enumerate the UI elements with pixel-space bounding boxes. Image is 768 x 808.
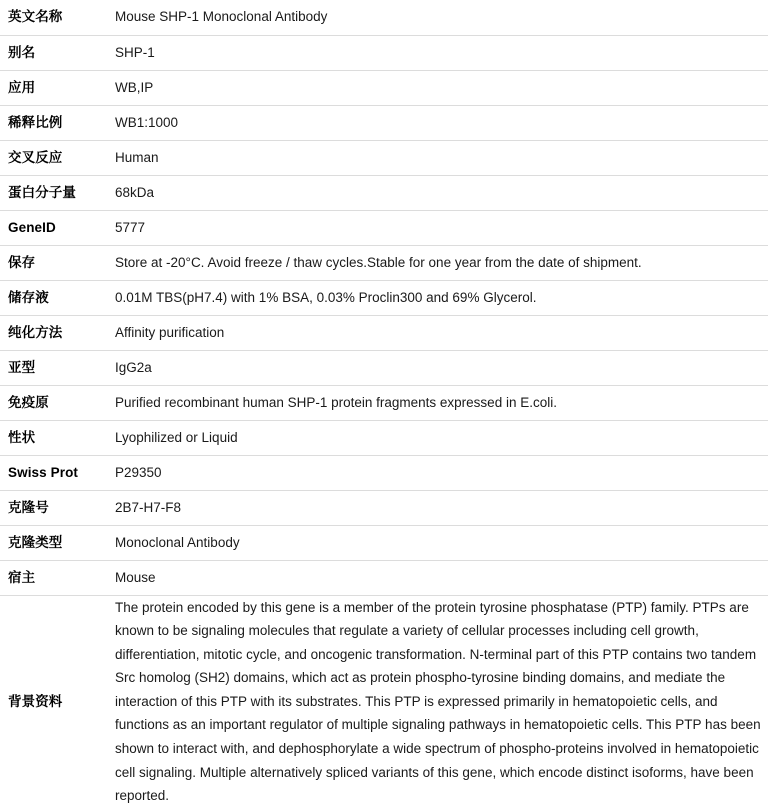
row-label-molecular-weight: 蛋白分子量	[8, 184, 76, 200]
row-value-cross-reactivity: Human	[115, 149, 159, 165]
row-value-clone-type-cell	[115, 525, 768, 560]
row-value-molecular-weight-cell	[115, 175, 768, 210]
row-value-molecular-weight: 68kDa	[115, 184, 155, 200]
row-label-application-cell	[0, 70, 115, 105]
row-value-immunogen-cell	[115, 385, 768, 420]
table-row	[0, 140, 768, 175]
row-value-application: WB,IP	[115, 79, 154, 95]
row-value-storage-buffer: 0.01M TBS(pH7.4) with 1% BSA, 0.03% Proclin300 and 69% Glycerol.	[115, 289, 537, 305]
row-label-storage-buffer-cell	[0, 280, 115, 315]
row-label-swiss-prot-cell	[0, 455, 115, 490]
row-value-clone-type: Monoclonal Antibody	[115, 534, 240, 550]
row-value-purification-method-cell	[115, 315, 768, 350]
row-value-swiss-prot-cell	[115, 455, 768, 490]
row-label-form-cell	[0, 420, 115, 455]
row-value-isotype-cell	[115, 350, 768, 385]
row-value-background-cell	[115, 595, 768, 808]
row-value-immunogen: Purified recombinant human SHP-1 protein fragments expressed in E.coli.	[115, 394, 557, 410]
row-value-english-name-cell	[115, 0, 768, 35]
table-row	[0, 210, 768, 245]
table-row-background	[0, 595, 768, 808]
table-row	[0, 245, 768, 280]
row-value-application-cell	[115, 70, 768, 105]
table-row	[0, 280, 768, 315]
row-value-dilution-ratio-cell	[115, 105, 768, 140]
row-label-storage: 保存	[8, 254, 36, 270]
row-label-background-cell	[0, 595, 115, 808]
row-value-clone-number: 2B7-H7-F8	[115, 499, 182, 515]
row-value-gene-id-cell	[115, 210, 768, 245]
row-value-host: Mouse	[115, 569, 156, 585]
table-row	[0, 0, 768, 35]
row-label-purification-method-cell	[0, 315, 115, 350]
table-row	[0, 70, 768, 105]
row-label-purification-method: 纯化方法	[8, 324, 63, 340]
table-row	[0, 105, 768, 140]
table-row	[0, 35, 768, 70]
table-row	[0, 490, 768, 525]
row-value-form: Lyophilized or Liquid	[115, 429, 238, 445]
row-value-purification-method: Affinity purification	[115, 324, 225, 340]
row-label-dilution-ratio: 稀释比例	[8, 114, 63, 130]
table-row	[0, 455, 768, 490]
row-label-english-name-cell	[0, 0, 115, 35]
row-value-isotype: IgG2a	[115, 359, 152, 375]
row-value-storage-cell	[115, 245, 768, 280]
row-label-isotype: 亚型	[8, 359, 36, 375]
row-value-background: The protein encoded by this gene is a member of the protein tyrosine phosphatase (PTP) family. PTPs are known to be signaling molecules that regulate a variety of cellular processes including cell growth, differentiation, mitotic cycle, and oncogenic transformation. N-terminal part of this PTP contains two tandem Src homolog (SH2) domains, which act as protein phospho-tyrosine binding domains, and mediate the interaction of this PTP with its substrates. This PTP is expressed primarily in hematopoietic cells, and functions as an important regulator of multiple signaling pathways in hematopoietic cells. This PTP has been shown to interact with, and dephosphorylate a wide spectrum of phospho-proteins involved in hematopoietic cell signaling. Multiple alternatively spliced variants of this gene, which encode distinct isoforms, have been reported.	[115, 599, 761, 804]
row-label-molecular-weight-cell	[0, 175, 115, 210]
row-label-cross-reactivity: 交叉反应	[8, 149, 63, 165]
row-value-clone-number-cell	[115, 490, 768, 525]
row-value-gene-id: 5777	[115, 219, 146, 235]
row-label-clone-type: 克隆类型	[8, 534, 63, 550]
table-row	[0, 350, 768, 385]
row-value-alias-cell	[115, 35, 768, 70]
row-value-form-cell	[115, 420, 768, 455]
row-value-storage-buffer-cell	[115, 280, 768, 315]
row-label-immunogen-cell	[0, 385, 115, 420]
row-label-host: 宿主	[8, 569, 36, 585]
row-label-alias: 别名	[8, 44, 36, 60]
row-label-gene-id-cell	[0, 210, 115, 245]
row-label-english-name: 英文名称	[8, 9, 63, 25]
row-label-background: 背景资料	[8, 693, 63, 709]
table-row	[0, 560, 768, 595]
row-label-cross-reactivity-cell	[0, 140, 115, 175]
row-label-gene-id: GeneID	[8, 219, 56, 235]
row-label-form: 性状	[8, 429, 36, 445]
row-value-storage: Store at -20°C. Avoid freeze / thaw cycles.Stable for one year from the date of shipment.	[115, 254, 642, 270]
row-label-swiss-prot: Swiss Prot	[8, 464, 79, 480]
table-row	[0, 525, 768, 560]
row-value-dilution-ratio: WB1:1000	[115, 114, 179, 130]
row-value-alias: SHP-1	[115, 44, 155, 60]
row-label-application: 应用	[8, 79, 36, 95]
row-label-clone-type-cell	[0, 525, 115, 560]
table-row	[0, 315, 768, 350]
row-value-swiss-prot: P29350	[115, 464, 162, 480]
row-label-dilution-ratio-cell	[0, 105, 115, 140]
row-value-cross-reactivity-cell	[115, 140, 768, 175]
row-label-isotype-cell	[0, 350, 115, 385]
row-label-storage-buffer: 储存液	[8, 289, 49, 305]
row-label-host-cell	[0, 560, 115, 595]
table-row	[0, 420, 768, 455]
row-label-storage-cell	[0, 245, 115, 280]
table-row	[0, 385, 768, 420]
row-label-clone-number: 克隆号	[8, 499, 49, 515]
table-row	[0, 175, 768, 210]
row-label-alias-cell	[0, 35, 115, 70]
row-value-english-name: Mouse SHP-1 Monoclonal Antibody	[115, 9, 328, 25]
row-value-host-cell	[115, 560, 768, 595]
row-label-clone-number-cell	[0, 490, 115, 525]
row-label-immunogen: 免疫原	[8, 394, 49, 410]
